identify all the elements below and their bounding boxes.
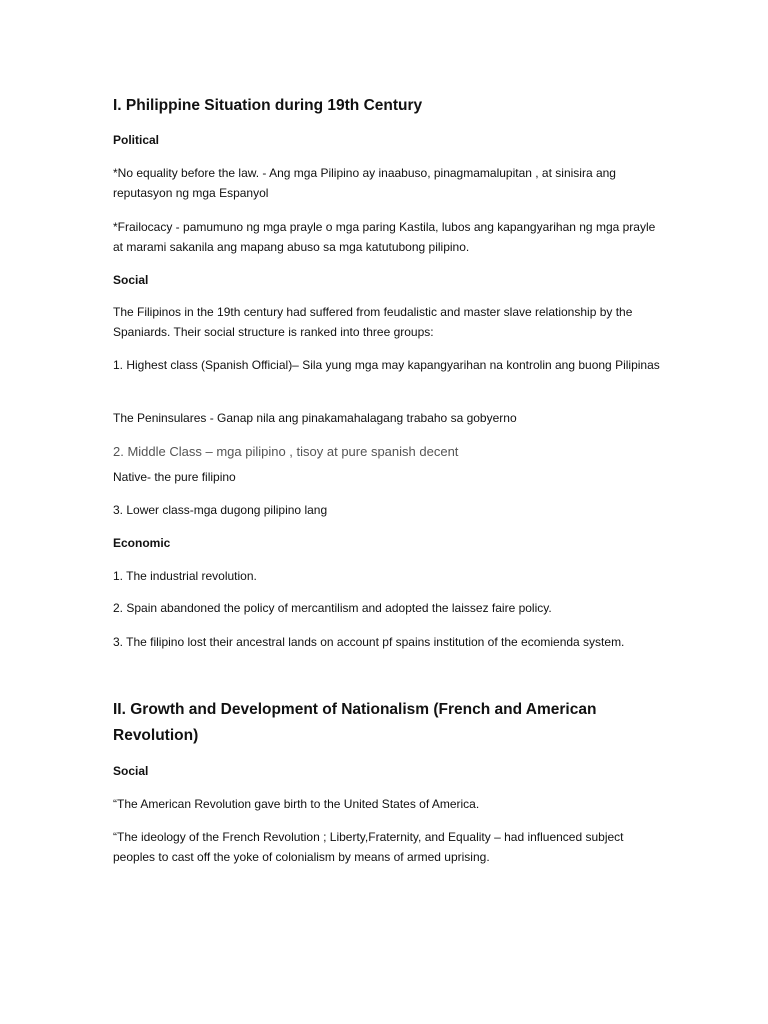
economic-paragraph-2: 2. Spain abandoned the policy of mercantilism and adopted the laissez faire policy.	[113, 601, 552, 615]
social-paragraph-1: The Filipinos in the 19th century had suffered from feudalistic and master slave relationship by the Spaniards. Their social structure is ranked into three groups:	[113, 305, 633, 339]
political-heading: Political	[113, 133, 160, 147]
political-paragraph-1: *No equality before the law. - Ang mga Pilipino ay inaabuso, pinagmamalupitan , at sinisira ang reputasyon ng mga Espanyol	[113, 166, 616, 200]
social-paragraph-3: The Peninsulares - Ganap nila ang pinakamahalagang trabaho sa gobyerno	[113, 411, 517, 425]
section-2-social-paragraph-2: “The ideology of the French Revolution ; Liberty,Fraternity, and Equality – had influenced subject peoples to cast off the yoke of colonialism by means of armed uprising.	[113, 830, 624, 864]
political-paragraph-2: *Frailocacy - pamumuno ng mga prayle o mga paring Kastila, lubos ang kapangyarihan ng mga prayle at marami sakanila ang mapang abuso sa mga katutubong pilipino.	[113, 220, 656, 254]
social-paragraph-2: 1. Highest class (Spanish Official)– Sila yung mga may kapangyarihan na kontrolin ang buong Pilipinas	[113, 358, 660, 372]
section-1-title: I. Philippine Situation during 19th Century	[113, 97, 423, 114]
social-heading: Social	[113, 273, 149, 287]
social-paragraph-6: 3. Lower class-mga dugong pilipino lang	[113, 503, 328, 517]
economic-paragraph-1: 1. The industrial revolution.	[113, 569, 257, 583]
section-2-social-heading: Social	[113, 764, 149, 778]
section-2-title: II. Growth and Development of Nationalism (French and American Revolution)	[113, 701, 597, 744]
social-paragraph-4: 2. Middle Class – mga pilipino , tisoy at pure spanish decent	[113, 444, 459, 459]
economic-heading: Economic	[113, 536, 171, 550]
section-2-social-paragraph-1: “The American Revolution gave birth to the United States of America.	[113, 797, 480, 811]
social-paragraph-5: Native- the pure filipino	[113, 470, 236, 484]
economic-paragraph-3: 3. The filipino lost their ancestral lands on account pf spains institution of the ecomienda system.	[113, 635, 625, 649]
